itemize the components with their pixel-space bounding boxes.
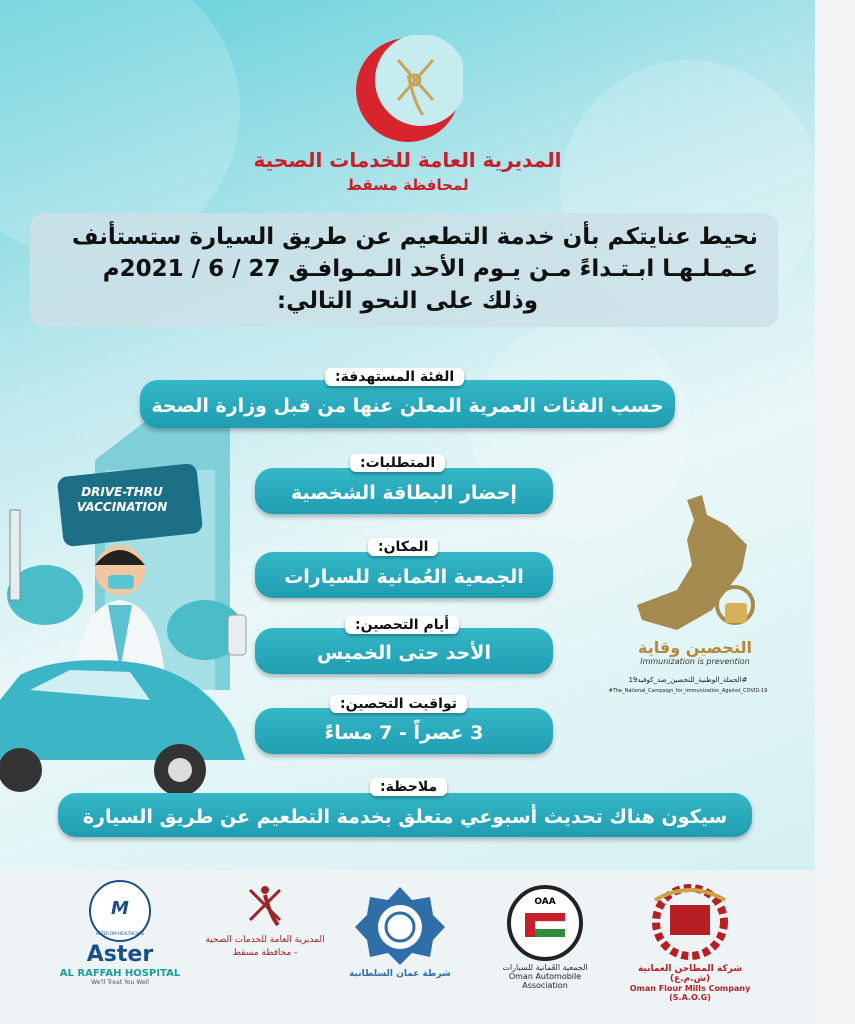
omf-english-name: Oman Flour Mills Company (S.A.O.G) xyxy=(629,984,751,1002)
vaccination-hours-label: تواقيت التحصين: xyxy=(330,695,467,713)
vaccination-hours-value: 3 عصراً - 7 مساءً xyxy=(255,708,553,754)
directorate-footer-logo xyxy=(205,880,325,960)
requirements-label: المتطلبات: xyxy=(350,454,445,472)
target-group-label: الفئة المستهدفة: xyxy=(325,368,464,386)
directorate-footer-name: المديرية العامة للخدمات الصحية - محافظة مسقط xyxy=(205,935,325,958)
drive-thru-illustration xyxy=(0,400,280,800)
governorate-name: لمحافظة مسقط xyxy=(346,176,469,194)
drive-thru-line-1: DRIVE-THRU xyxy=(81,485,163,499)
note-value: سيكون هناك تحديث أسبوعي متعلق بخدمة التطعيم عن طريق السيارة xyxy=(58,793,752,837)
aster-name: Aster xyxy=(86,942,154,967)
requirements-value: إحضار البطاقة الشخصية xyxy=(255,468,553,514)
oman-automobile-association-logo xyxy=(490,885,600,990)
aster-tagline: We'll Treat You Well xyxy=(91,979,149,986)
intro-line-2: عـمـلـهـا ابـتـداءً مـن يـوم الأحد الـمـوافـق 27 / 6 / 2021م xyxy=(102,256,758,282)
police-name: شرطة عمان السلطانية xyxy=(349,969,451,979)
campaign-subtitle: Immunization is prevention xyxy=(640,657,750,666)
campaign-hashtag-ar: #الحملة_الوطنية_للتحصين_ضد_كوفيد19 xyxy=(628,676,748,684)
target-group-value: حسب الفئات العمرية المعلن عنها من قبل وزارة الصحة xyxy=(140,380,675,428)
note-label: ملاحظة: xyxy=(370,778,447,796)
department-name: المديرية العامة للخدمات الصحية xyxy=(253,148,562,172)
aster-circle-text: ASTER DM HEALTHCARE xyxy=(95,931,145,936)
location-value: الجمعية العُمانية للسيارات xyxy=(255,552,553,598)
khanjar-emblem-icon xyxy=(240,880,290,930)
aster-hospital-name: AL RAFFAH HOSPITAL xyxy=(59,968,181,979)
oaa-abbreviation: OAA xyxy=(534,897,556,907)
intro-box xyxy=(30,213,778,327)
oaa-english-name: Oman Automobile Association xyxy=(508,972,582,990)
intro-line-1: نحيط عنايتكم بأن خدمة التطعيم عن طريق السيارة ستستأنف xyxy=(71,224,758,250)
intro-line-3: وذلك على النحو التالي: xyxy=(276,288,538,314)
campaign-title: التحصين وقاية xyxy=(638,638,752,657)
location-label: المكان: xyxy=(368,538,438,556)
police-badge-icon xyxy=(355,885,445,965)
page-margin xyxy=(815,0,855,1024)
oman-map-icon xyxy=(632,490,762,645)
aster-al-raffah-logo: M ASTER DM HEALTHCARE Aster AL RAFFAH HOSPITAL We'll Treat You Well xyxy=(50,880,190,986)
campaign-hashtag-en: #The_National_Campaign_for_immunization_Against_COVID-19 xyxy=(608,688,768,694)
royal-oman-police-logo xyxy=(345,885,455,979)
vaccination-days-value: الأحد حتى الخميس xyxy=(255,628,553,674)
drive-thru-line-2: VACCINATION xyxy=(76,500,168,514)
crescent-emblem-icon xyxy=(353,35,463,145)
vaccination-days-label: أيام التحصين: xyxy=(345,616,459,634)
drive-thru-sign xyxy=(62,485,182,515)
gear-icon xyxy=(635,880,745,960)
oaa-arabic-name: الجمعية العُمانية للسيارات xyxy=(502,963,588,972)
omf-arabic-name: شركة المطاحن العمانية (ش.م.ع) xyxy=(637,964,743,984)
oman-flour-mills-logo xyxy=(620,880,760,1002)
